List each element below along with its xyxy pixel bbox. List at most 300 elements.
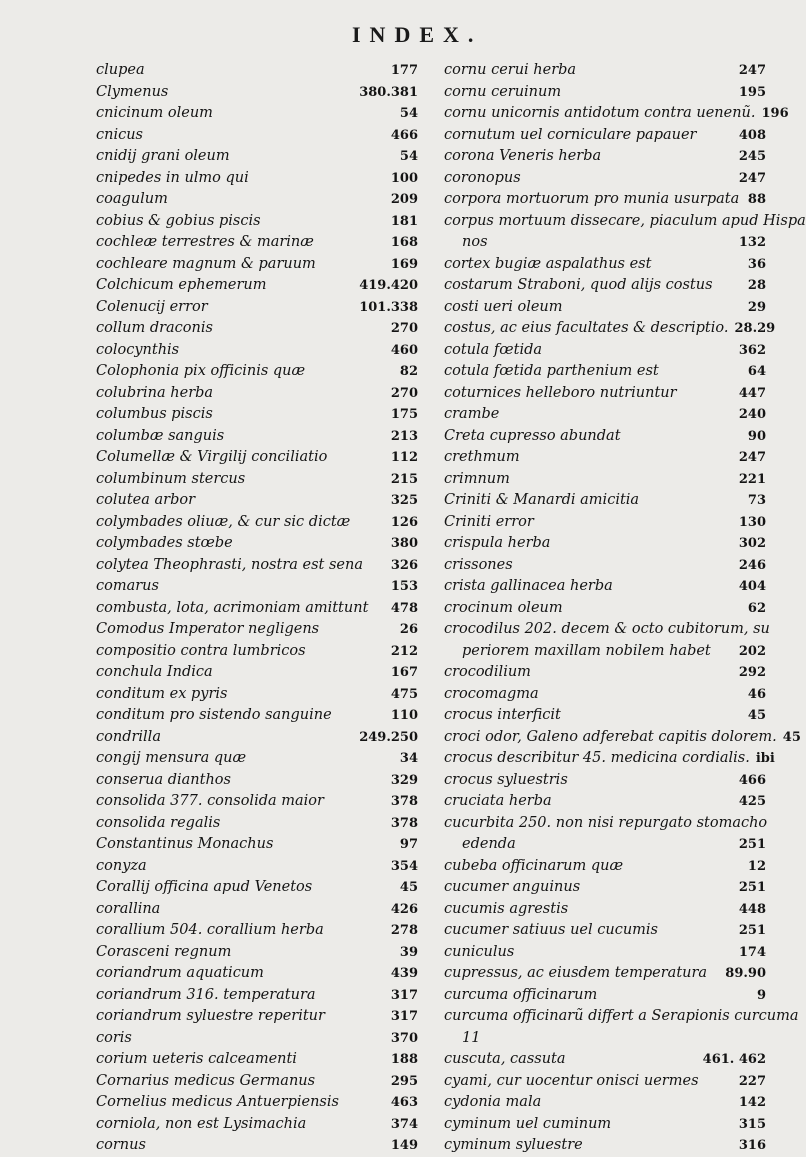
page-header: INDEX. [352, 22, 483, 47]
index-term: Constantinus Monachus [96, 836, 274, 852]
page-reference: 168 [390, 235, 418, 250]
index-entry [96, 1135, 418, 1157]
index-term: congij mensura quæ [96, 750, 247, 766]
index-term: cornu unicornis antidotum contra uenenũ. [444, 105, 756, 121]
index-entry [444, 490, 766, 512]
page-reference: 447 [738, 385, 766, 401]
page-reference: 425 [738, 794, 766, 809]
page-reference: 270 [390, 321, 418, 336]
index-entry [96, 254, 418, 276]
page-reference: 167 [390, 665, 418, 680]
left-index-column [96, 60, 418, 1157]
index-term: colymbades oliuæ, & cur sic dictæ [96, 513, 351, 530]
index-entry [444, 361, 766, 383]
index-entry [96, 404, 418, 426]
index-entry [96, 662, 418, 684]
index-term: Colchicum ephemerum [96, 277, 267, 293]
index-entry [444, 619, 770, 641]
index-entry [444, 1092, 766, 1114]
index-term: costarum Straboni, quod alijs costus [444, 277, 713, 293]
page-reference: 251 [738, 923, 766, 938]
index-term: cornutum uel corniculare papauer [444, 126, 697, 143]
page-reference: 354 [390, 858, 418, 874]
index-entry [444, 1135, 766, 1157]
index-term: crambe [444, 406, 500, 422]
index-term: crocus syluestris [444, 771, 568, 788]
index-term: consolida 377. consolida maior [96, 793, 324, 809]
page-reference: 202 [738, 643, 766, 659]
index-entry [444, 899, 766, 921]
index-entry [96, 1114, 418, 1136]
page-reference: 196 [761, 106, 789, 121]
page-reference: 26 [399, 622, 418, 637]
index-entry [444, 103, 789, 125]
index-term: colocynthis [96, 341, 180, 358]
index-term: corpus mortuum dissecare, piaculum apud Hispa [444, 212, 806, 229]
page-reference: 317 [390, 1009, 418, 1024]
index-entry [444, 512, 766, 534]
page-reference: 101.338 [359, 299, 418, 315]
page-reference: 97 [399, 837, 418, 852]
index-entry [444, 856, 766, 878]
index-term: cydonia mala [444, 1094, 542, 1110]
index-entry [96, 297, 418, 319]
index-entry [96, 340, 418, 362]
index-term: cucumer satiuus uel cucumis [444, 922, 658, 938]
page-reference: 142 [738, 1095, 766, 1110]
index-term: cnicinum oleum [96, 105, 213, 121]
index-entry [96, 146, 418, 168]
index-entry [96, 684, 418, 706]
index-entry [444, 447, 766, 469]
page-reference: 475 [390, 686, 418, 702]
index-term: crocus interficit [444, 707, 561, 723]
page-reference: 130 [738, 514, 766, 530]
page-reference: 463 [390, 1095, 418, 1110]
index-term: coris [96, 1029, 132, 1046]
index-term: combusta, lota, acrimoniam amittunt [96, 599, 369, 616]
page-reference: 270 [390, 385, 418, 401]
index-term: cnidij grani oleum [96, 148, 230, 164]
page-reference: 247 [738, 63, 766, 78]
page-reference: 478 [390, 600, 418, 616]
index-entry [96, 447, 418, 469]
index-entry [96, 834, 418, 856]
index-entry [96, 426, 418, 448]
index-term: conserua dianthos [96, 771, 231, 788]
index-term: cochleare magnum & paruum [96, 255, 316, 272]
index-entry [96, 619, 418, 641]
index-term: crista gallinacea herba [444, 578, 613, 594]
index-entry [444, 168, 766, 190]
page-reference: 89.90 [725, 966, 766, 981]
index-entry [96, 60, 418, 82]
index-term: crocodilium [444, 664, 531, 680]
index-entry [96, 1049, 418, 1071]
index-entry [96, 598, 418, 620]
index-term: condrilla [96, 728, 161, 745]
index-entry [96, 103, 418, 125]
index-entry [444, 82, 766, 104]
index-term: crispula herba [444, 535, 551, 551]
index-entry [96, 125, 418, 147]
page-reference: 110 [390, 708, 418, 723]
index-entry [444, 125, 766, 147]
index-term: coriandrum syluestre reperitur [96, 1008, 325, 1024]
page-reference: 62 [747, 600, 766, 616]
page-reference: 39 [399, 944, 418, 960]
index-term: colymbades stœbe [96, 535, 233, 551]
index-term: cobius & gobius piscis [96, 212, 261, 229]
index-entry [96, 1006, 418, 1028]
index-term: comarus [96, 578, 159, 594]
index-entry [96, 727, 418, 749]
index-entry [96, 275, 418, 297]
page-reference: 227 [738, 1073, 766, 1089]
index-entry [444, 705, 766, 727]
index-entry [96, 383, 418, 405]
index-term: cucumis agrestis [444, 900, 569, 917]
index-entry [96, 318, 418, 340]
index-entry [444, 469, 766, 491]
index-entry [96, 791, 418, 813]
page-reference: 221 [738, 471, 766, 487]
page-reference: 175 [390, 407, 418, 422]
page-reference: 90 [747, 428, 766, 444]
index-term: crocinum oleum [444, 599, 563, 616]
index-entry [444, 920, 766, 942]
index-entry [444, 770, 766, 792]
index-term: cyami, cur uocentur onisci uermes [444, 1072, 699, 1089]
page-reference: 36 [747, 256, 766, 272]
index-entry [96, 942, 418, 964]
page-reference: 34 [399, 751, 418, 766]
page-reference: 177 [390, 63, 418, 78]
page-reference: 419.420 [359, 278, 418, 293]
index-term: costus, ac eius facultates & descriptio. [444, 320, 729, 336]
page-reference: 12 [747, 858, 766, 874]
index-term: colubrina herba [96, 384, 214, 401]
index-term: Criniti error [444, 513, 534, 530]
index-entry [444, 576, 766, 598]
page-reference: 404 [738, 579, 766, 594]
index-term: corniola, non est Lysimachia [96, 1115, 307, 1132]
index-term: cornu cerui herba [444, 62, 577, 78]
index-term: coturnices helleboro nutriuntur [444, 384, 677, 401]
index-entry [444, 942, 766, 964]
index-entry [444, 533, 766, 555]
page-reference: 378 [390, 815, 418, 831]
index-term: cruciata herba [444, 793, 552, 809]
page-reference: 316 [738, 1138, 766, 1153]
index-term: clupea [96, 62, 145, 78]
index-term: corium ueteris calceamenti [96, 1051, 297, 1067]
page-reference: 153 [390, 579, 418, 594]
page-reference: 213 [390, 428, 418, 444]
index-entry [96, 705, 418, 727]
index-term: Clymenus [96, 83, 169, 100]
page-reference: 292 [738, 665, 766, 680]
index-entry [444, 1006, 799, 1028]
index-term: crocomagma [444, 685, 539, 702]
page-reference: 29 [747, 299, 766, 315]
index-term: cupressus, ac eiusdem temperatura [444, 965, 708, 981]
index-term: cnipedes in ulmo qui [96, 169, 249, 186]
page-reference: 45 [399, 880, 418, 895]
index-entry [444, 598, 766, 620]
page-reference: 439 [390, 966, 418, 981]
index-entry [444, 254, 766, 276]
index-term: Columellæ & Virgilij conciliatio [96, 449, 328, 465]
index-term: cotula fœtida parthenium est [444, 363, 659, 379]
index-term: cuscuta, cassuta [444, 1051, 566, 1067]
page-reference: 28.29 [734, 321, 776, 336]
index-term: colutea arbor [96, 492, 196, 508]
index-entry [96, 533, 418, 555]
page-reference: 466 [390, 127, 418, 143]
page-reference: 374 [390, 1116, 418, 1132]
page-reference: 46 [747, 686, 766, 702]
index-entry [444, 748, 775, 770]
index-term: nos [462, 234, 488, 250]
index-entry [96, 361, 418, 383]
index-entry [96, 856, 418, 878]
index-entry [96, 985, 418, 1007]
page-reference: 249.250 [359, 729, 418, 745]
index-entry [444, 813, 766, 835]
index-term: conchula Indica [96, 664, 213, 680]
page-reference: 247 [738, 450, 766, 465]
index-entry [96, 469, 418, 491]
index-entry [96, 1092, 418, 1114]
index-term: Colophonia pix officinis quæ [96, 363, 306, 379]
index-entry [444, 1028, 766, 1050]
page-reference: 181 [390, 213, 418, 229]
page-reference: 247 [738, 170, 766, 186]
page-reference: 370 [390, 1030, 418, 1046]
page-reference: 54 [399, 149, 418, 164]
index-entry [96, 877, 418, 899]
index-term: Corasceni regnum [96, 943, 232, 960]
index-term: edenda [462, 836, 516, 852]
index-term: consolida regalis [96, 814, 221, 831]
page-reference: 149 [390, 1138, 418, 1153]
index-entry [444, 727, 801, 749]
page-reference: 215 [390, 471, 418, 487]
index-entry [444, 189, 766, 211]
page-reference: 240 [738, 407, 766, 422]
index-term: 11 [462, 1029, 481, 1046]
index-entry [96, 168, 418, 190]
page-reference: 317 [390, 987, 418, 1003]
index-term: cochleæ terrestres & marinæ [96, 234, 314, 250]
page-reference: 64 [747, 364, 766, 379]
index-term: colytea Theophrasti, nostra est sena [96, 556, 363, 573]
index-entry [96, 576, 418, 598]
page-reference: 169 [390, 256, 418, 272]
index-term: corallina [96, 900, 161, 917]
page-reference: ibi [755, 751, 775, 766]
page-reference: 302 [738, 536, 766, 551]
index-entry [96, 512, 418, 534]
index-entry [444, 404, 766, 426]
index-term: coronopus [444, 169, 521, 186]
index-term: cotula fœtida [444, 341, 543, 358]
page-reference: 380 [390, 536, 418, 551]
page-reference: 362 [738, 342, 766, 358]
index-entry [444, 985, 766, 1007]
index-term: corpora mortuorum pro munia usurpata [444, 191, 740, 207]
page-reference: 460 [390, 342, 418, 358]
index-entry [96, 1028, 418, 1050]
index-term: crocodilus 202. decem & octo cubitorum, su [444, 621, 770, 637]
index-entry [444, 963, 766, 985]
index-term: curcuma officinarũ differt a Serapionis curcuma [444, 1008, 799, 1024]
page-reference: 329 [390, 772, 418, 788]
index-entry [96, 555, 418, 577]
index-entry [444, 60, 766, 82]
index-term: cnicus [96, 126, 143, 143]
index-term: corona Veneris herba [444, 148, 602, 164]
page-reference: 461. 462 [702, 1052, 766, 1067]
index-entry [96, 82, 418, 104]
index-term: columbinum stercus [96, 470, 246, 487]
page-reference: 466 [738, 772, 766, 788]
page-reference: 100 [390, 170, 418, 186]
page-reference: 325 [390, 493, 418, 508]
index-term: cornus [96, 1137, 146, 1153]
index-entry [96, 490, 418, 512]
index-entry [96, 770, 418, 792]
page-reference: 378 [390, 794, 418, 809]
index-term: costi ueri oleum [444, 298, 563, 315]
index-term: cucumer anguinus [444, 879, 581, 895]
index-term: croci odor, Galeno adferebat capitis dolorem. [444, 728, 777, 745]
index-term: conditum ex pyris [96, 685, 228, 702]
index-entry [444, 383, 766, 405]
index-term: coriandrum aquaticum [96, 965, 264, 981]
page-reference: 9 [756, 987, 766, 1003]
index-entry [96, 211, 418, 233]
index-term: cortex bugiæ aspalathus est [444, 255, 652, 272]
page-reference: 28 [747, 278, 766, 293]
index-entry [96, 1071, 418, 1093]
page-reference: 209 [390, 192, 418, 207]
page-reference: 295 [390, 1073, 418, 1089]
index-entry [96, 963, 418, 985]
page-reference: 326 [390, 557, 418, 573]
page-reference: 126 [390, 514, 418, 530]
page-reference: 315 [738, 1116, 766, 1132]
index-entry [444, 426, 766, 448]
index-term: Criniti & Manardi amicitia [444, 492, 640, 508]
index-entry [444, 1071, 766, 1093]
page-reference: 195 [738, 84, 766, 100]
page-reference: 212 [390, 643, 418, 659]
index-term: crocus describitur 45. medicina cordialis. [444, 750, 750, 766]
index-term: cucurbita 250. non nisi repurgato stomacho [444, 814, 768, 831]
index-entry [444, 662, 766, 684]
index-entry [444, 555, 766, 577]
index-entry [444, 146, 766, 168]
index-entry [96, 748, 418, 770]
page-reference: 45 [747, 708, 766, 723]
index-entry [96, 232, 418, 254]
index-term: Corallij officina apud Venetos [96, 879, 313, 895]
page-reference: 112 [390, 450, 418, 465]
index-entry [444, 877, 766, 899]
index-term: crissones [444, 556, 513, 573]
index-term: cornu ceruinum [444, 83, 562, 100]
index-entry [96, 189, 418, 211]
index-entry [444, 641, 766, 663]
page-reference: 54 [399, 106, 418, 121]
index-term: crethmum [444, 449, 520, 465]
index-term: Creta cupresso abundat [444, 427, 621, 444]
page-reference: 174 [738, 944, 766, 960]
index-entry [96, 813, 418, 835]
index-term: coriandrum 316. temperatura [96, 986, 316, 1003]
index-entry [96, 641, 418, 663]
index-entry [444, 1049, 766, 1071]
index-entry [444, 1114, 766, 1136]
page-reference: 88 [747, 192, 766, 207]
index-entry [444, 834, 766, 856]
index-term: Cornelius medicus Antuerpiensis [96, 1094, 339, 1110]
index-term: compositio contra lumbricos [96, 642, 306, 659]
page-reference: 426 [390, 901, 418, 917]
index-entry [444, 297, 766, 319]
index-term: conyza [96, 857, 147, 874]
index-term: periorem maxillam nobilem habet [462, 642, 711, 659]
index-entry [444, 232, 766, 254]
index-entry [96, 920, 418, 942]
index-entry [444, 684, 766, 706]
index-term: Colenucij error [96, 298, 208, 315]
index-term: cubeba officinarum quæ [444, 857, 624, 874]
page-reference: 251 [738, 880, 766, 895]
index-term: columbus piscis [96, 406, 213, 422]
page-reference: 45 [782, 729, 801, 745]
index-term: crimnum [444, 470, 510, 487]
index-term: Comodus Imperator negligens [96, 621, 320, 637]
page-reference: 245 [738, 149, 766, 164]
page-reference: 278 [390, 923, 418, 938]
index-term: corallium 504. corallium herba [96, 922, 324, 938]
index-entry [444, 791, 766, 813]
page-reference: 82 [399, 364, 418, 379]
index-term: columbæ sanguis [96, 427, 225, 444]
page-reference: 408 [738, 127, 766, 143]
index-term: conditum pro sistendo sanguine [96, 707, 332, 723]
index-term: curcuma officinarum [444, 986, 598, 1003]
index-term: cuniculus [444, 943, 515, 960]
page-reference: 380.381 [359, 84, 418, 100]
right-index-column [444, 60, 806, 1157]
index-term: collum draconis [96, 320, 213, 336]
index-entry [96, 899, 418, 921]
page-reference: 246 [738, 557, 766, 573]
index-term: coagulum [96, 191, 168, 207]
page-reference: 188 [390, 1052, 418, 1067]
index-entry [444, 318, 776, 340]
page-reference: 132 [738, 235, 766, 250]
index-entry [444, 275, 766, 297]
index-term: cyminum uel cuminum [444, 1115, 612, 1132]
index-entry [444, 211, 806, 233]
page-reference: 251 [738, 837, 766, 852]
index-term: Cornarius medicus Germanus [96, 1072, 316, 1089]
